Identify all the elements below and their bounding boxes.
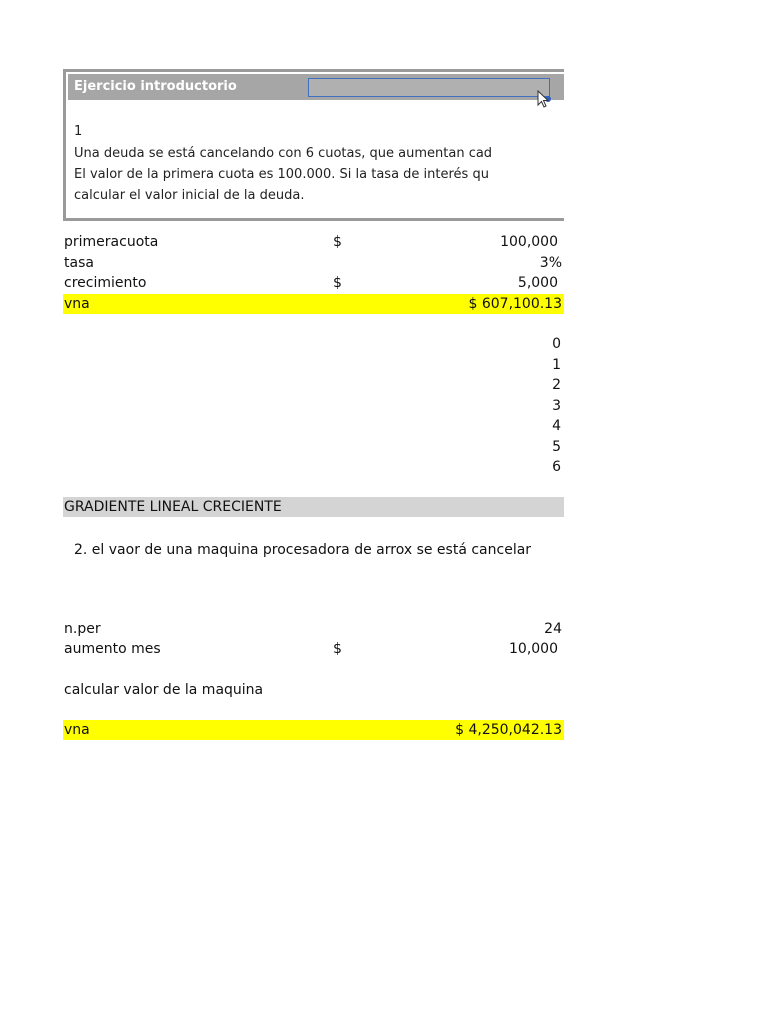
period-4: 4	[552, 418, 561, 434]
label-vna-1: vna	[64, 296, 90, 312]
value-aumento-mes: 10,000	[509, 641, 558, 657]
section-header-gradiente[interactable]	[63, 497, 564, 517]
row-crecimiento[interactable]	[63, 273, 564, 293]
label-crecimiento: crecimiento	[64, 275, 147, 291]
selected-cell-outline[interactable]	[308, 78, 550, 97]
currency-primeracuota: $	[333, 234, 342, 250]
label-aumento-mes: aumento mes	[64, 641, 161, 657]
label-primeracuota: primeracuota	[64, 234, 159, 250]
row-primeracuota[interactable]	[63, 232, 564, 252]
period-row[interactable]	[63, 375, 564, 395]
period-3: 3	[552, 398, 561, 414]
currency-crecimiento: $	[333, 275, 342, 291]
period-row[interactable]	[63, 355, 564, 375]
instruction-row[interactable]	[63, 680, 564, 700]
value-vna-2: $ 4,250,042.13	[455, 722, 562, 738]
pasted-image-title: Ejercicio introductorio	[74, 79, 237, 94]
period-row[interactable]	[63, 457, 564, 477]
value-crecimiento: 5,000	[517, 275, 558, 291]
value-tasa: 3%	[539, 255, 562, 271]
row-tasa[interactable]	[63, 253, 564, 273]
label-vna-2: vna	[64, 722, 90, 738]
label-nper: n.per	[64, 621, 101, 637]
currency-aumento-mes: $	[333, 641, 342, 657]
value-nper: 24	[544, 621, 562, 637]
period-row[interactable]	[63, 437, 564, 457]
problem-2-row[interactable]	[63, 540, 564, 560]
row-aumento-mes[interactable]	[63, 639, 564, 659]
instruction-text: calcular valor de la maquina	[64, 682, 264, 698]
mouse-pointer-icon	[537, 90, 551, 110]
period-2: 2	[552, 377, 561, 393]
row-vna-2[interactable]	[63, 720, 564, 740]
exercise-line-1: Una deuda se está cancelando con 6 cuotas, que aumentan cad	[74, 146, 493, 161]
section-header-text: GRADIENTE LINEAL CRECIENTE	[64, 499, 282, 515]
period-0: 0	[552, 336, 561, 352]
label-tasa: tasa	[64, 255, 94, 271]
row-vna-1[interactable]	[63, 294, 564, 314]
exercise-number: 1	[74, 124, 83, 139]
pasted-image-header	[68, 74, 564, 100]
period-1: 1	[552, 357, 561, 373]
period-row[interactable]	[63, 334, 564, 354]
period-5: 5	[552, 439, 561, 455]
value-primeracuota: 100,000	[500, 234, 558, 250]
value-vna-1: $ 607,100.13	[468, 296, 562, 312]
problem-2-text: 2. el vaor de una maquina procesadora de arrox se está cancelar	[74, 542, 532, 558]
period-row[interactable]	[63, 416, 564, 436]
row-nper[interactable]	[63, 619, 564, 639]
pasted-exercise-image[interactable]	[63, 69, 564, 221]
period-6: 6	[552, 459, 561, 475]
exercise-line-2: El valor de la primera cuota es 100.000. Si la tasa de interés qu	[74, 167, 489, 182]
exercise-line-3: calcular el valor inicial de la deuda.	[74, 188, 305, 203]
period-row[interactable]	[63, 396, 564, 416]
